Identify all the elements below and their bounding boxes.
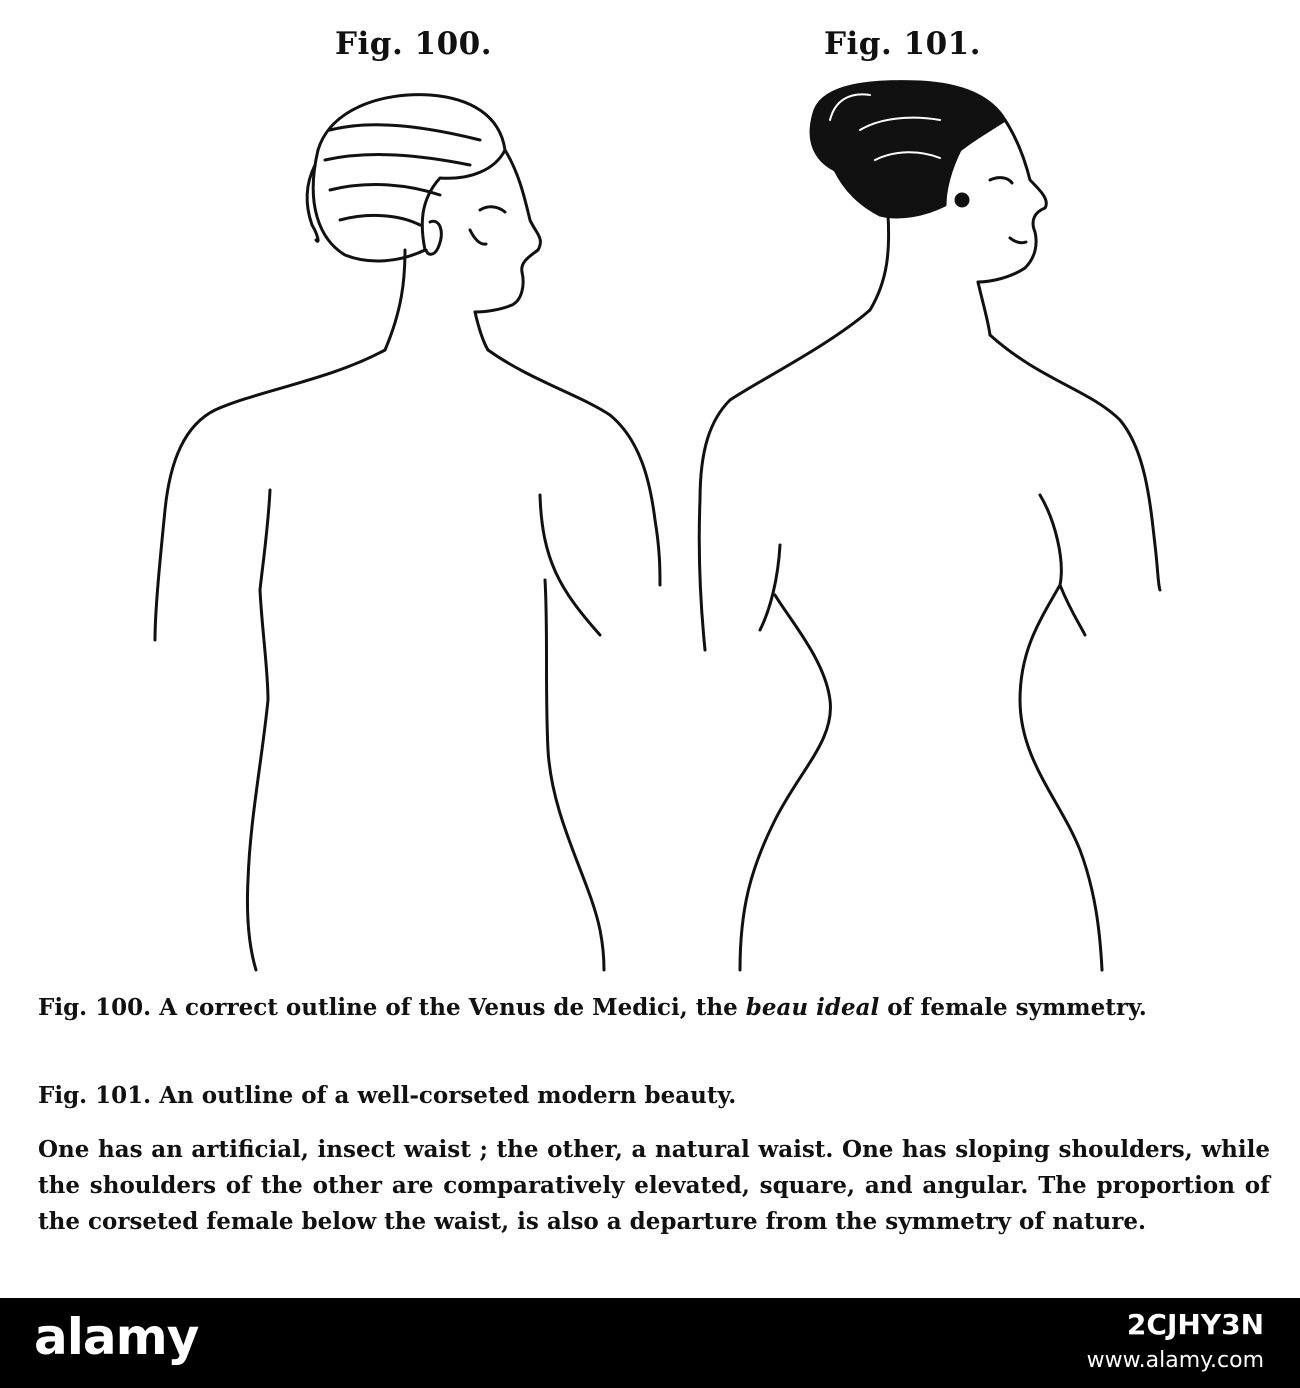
fig-100-venus-outline bbox=[155, 95, 660, 970]
fig-101-corseted-outline bbox=[699, 82, 1160, 970]
fig-101-left-shoulder bbox=[699, 310, 870, 650]
caption-fig-100-em: beau ideal bbox=[745, 994, 880, 1021]
fig-100-hair bbox=[313, 95, 505, 261]
fig-101-neck bbox=[870, 215, 889, 310]
watermark-site: www.alamy.com bbox=[1086, 1348, 1264, 1373]
fig-101-right-shoulder bbox=[990, 335, 1160, 590]
fig-100-face bbox=[475, 150, 540, 312]
caption-fig-100-prefix: Fig. 100. A correct outline of the Venus de Medici, the bbox=[38, 994, 746, 1021]
watermark-brand: alamy bbox=[34, 1308, 199, 1366]
fig-101-face bbox=[978, 120, 1046, 282]
caption-fig-101: Fig. 101. An outline of a well-corseted modern beauty. bbox=[38, 1082, 737, 1109]
fig-101-left-contour bbox=[740, 545, 830, 970]
fig-100-neck bbox=[385, 250, 405, 350]
fig-100-label: Fig. 100. bbox=[335, 26, 493, 62]
fig-100-right-shoulder bbox=[488, 350, 660, 585]
fig-101-label: Fig. 101. bbox=[824, 26, 982, 62]
fig-101-right-contour bbox=[1020, 495, 1102, 970]
watermark-image-code: 2CJHY3N bbox=[1126, 1308, 1264, 1341]
fig-100-right-contour bbox=[540, 495, 604, 970]
watermark-footer bbox=[0, 1298, 1300, 1388]
caption-fig-100 bbox=[38, 990, 1270, 1026]
fig-100-left-contour bbox=[247, 490, 270, 970]
caption-fig-100-suffix: of female symmetry. bbox=[879, 994, 1147, 1021]
caption-body: One has an artificial, insect waist ; the other, a natural waist. One has sloping shoulders, while the shoulders of the other are comparatively elevated, square, and angular. The proportion of the corseted female below the waist, is also a departure from the symmetry of nature. bbox=[38, 1136, 1270, 1235]
